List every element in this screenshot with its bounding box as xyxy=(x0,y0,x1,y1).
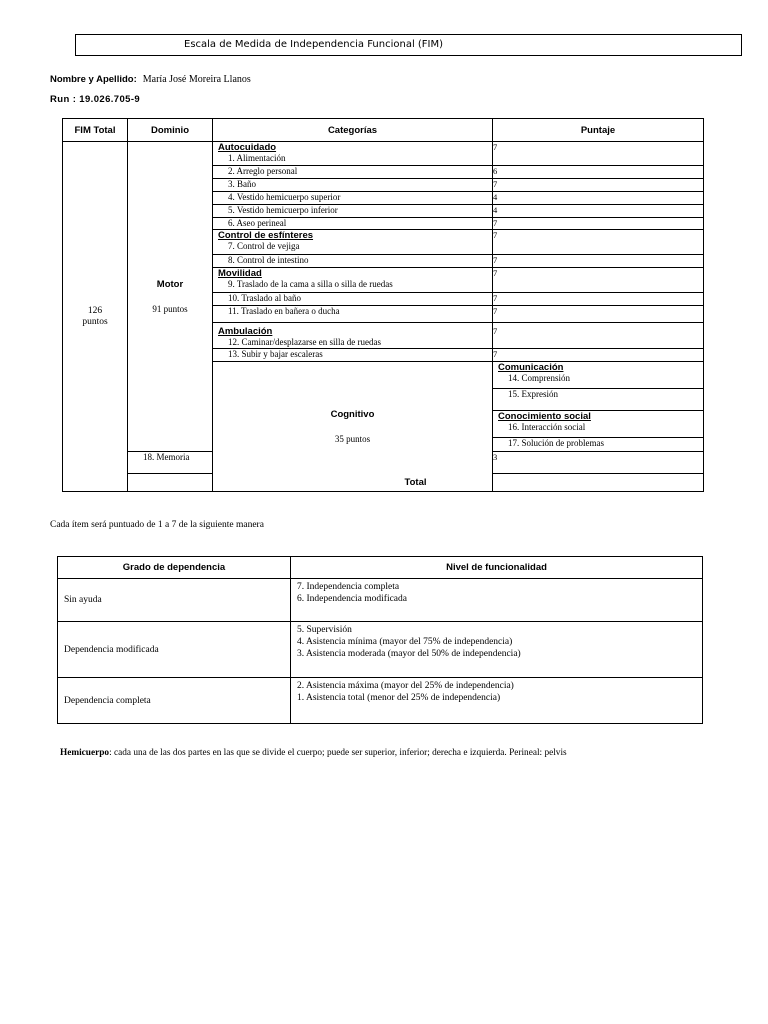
item-label: 7. Control de vejiga xyxy=(228,241,300,251)
level-cell xyxy=(291,622,703,678)
item-score: 7 xyxy=(493,255,704,268)
table-row xyxy=(63,142,704,166)
category-cell xyxy=(213,230,493,255)
item-score: 6 xyxy=(493,166,704,179)
item-label: 15. Expresión xyxy=(493,389,704,411)
item-score: 7 xyxy=(493,230,704,255)
footnote-term-hemicuerpo: Hemicuerpo xyxy=(60,748,110,758)
category-cell xyxy=(493,411,704,438)
item-label: 5. Vestido hemicuerpo inferior xyxy=(213,205,493,218)
item-label: 2. Arreglo personal xyxy=(213,166,493,179)
fim-table-header xyxy=(63,119,704,142)
header-dominio: Dominio xyxy=(128,119,213,142)
item-label: 8. Control de intestino xyxy=(213,255,493,268)
category-cell xyxy=(213,323,493,349)
item-label: 10. Traslado al baño xyxy=(213,293,493,306)
category-cell xyxy=(213,142,493,166)
grade-label: Dependencia modificada xyxy=(58,622,291,678)
level-line: 7. Independencia completa xyxy=(297,582,400,592)
header-puntaje: Puntaje xyxy=(493,119,704,142)
item-score: 4 xyxy=(493,192,704,205)
footnote xyxy=(60,748,567,758)
item-score: 4 xyxy=(493,205,704,218)
fim-table xyxy=(62,118,704,492)
item-label: 6. Aseo perineal xyxy=(213,218,493,230)
group-comunicacion: Comunicación xyxy=(498,362,564,373)
grade-row xyxy=(58,622,703,678)
fim-total-value: 126 xyxy=(87,305,103,316)
item-score: 7 xyxy=(493,268,704,293)
grade-label: Dependencia completa xyxy=(58,678,291,724)
item-score: 3 xyxy=(493,452,704,474)
group-esfinteres: Control de esfínteres xyxy=(218,230,314,241)
category-cell xyxy=(493,362,704,389)
grade-row xyxy=(58,579,703,622)
item-score: 7 xyxy=(493,293,704,306)
header-fim-total: FIM Total xyxy=(63,119,128,142)
category-cell xyxy=(213,268,493,293)
total-row xyxy=(63,474,704,492)
header-grado: Grado de dependencia xyxy=(58,557,291,579)
document-title: Escala de Medida de Independencia Funcional (FIM) xyxy=(75,34,742,56)
item-label: 17. Solución de problemas xyxy=(493,438,704,452)
group-ambulacion: Ambulación xyxy=(218,326,273,337)
level-line: 1. Asistencia total (menor del 25% de independencia) xyxy=(297,693,501,703)
level-cell xyxy=(291,579,703,622)
item-score: 7 xyxy=(493,218,704,230)
domain-motor xyxy=(128,142,213,452)
patient-run: Run : 19.026.705-9 xyxy=(50,94,141,105)
header-categorias: Categorías xyxy=(213,119,493,142)
level-line: 3. Asistencia moderada (mayor del 50% de independencia) xyxy=(297,649,521,659)
item-label: 9. Traslado de la cama a silla o silla de ruedas xyxy=(228,279,393,289)
item-score: 7 xyxy=(493,142,704,166)
item-score: 7 xyxy=(493,179,704,192)
header-nivel: Nivel de funcionalidad xyxy=(291,557,703,579)
fim-total-cell xyxy=(63,142,128,492)
group-autocuidado: Autocuidado xyxy=(218,142,277,153)
item-label: 14. Comprensión xyxy=(508,373,570,383)
domain-cognitive-name: Cognitivo xyxy=(330,409,375,420)
item-label: 13. Subir y bajar escaleras xyxy=(213,349,493,362)
domain-motor-points: 91 puntos xyxy=(152,304,188,314)
item-label: 3. Baño xyxy=(213,179,493,192)
item-label: 16. Interacción social xyxy=(508,422,586,432)
name-label: Nombre y Apellido: xyxy=(50,74,137,85)
group-movilidad: Movilidad xyxy=(218,268,262,279)
level-line: 2. Asistencia máxima (mayor del 25% de independencia) xyxy=(297,681,514,691)
item-score: 7 xyxy=(493,306,704,323)
grade-table xyxy=(57,556,703,724)
item-score: 7 xyxy=(493,349,704,362)
item-label: 1. Alimentación xyxy=(228,153,286,163)
domain-motor-name: Motor xyxy=(156,279,184,290)
grade-row xyxy=(58,678,703,724)
footnote-term-perineal: Perineal xyxy=(509,748,540,758)
fim-total-unit: puntos xyxy=(82,316,108,327)
footnote-def-hemicuerpo: : cada una de las dos partes en las que se divide el cuerpo; puede ser superior, inferior; derecha e izquierda. xyxy=(109,748,510,758)
grade-label: Sin ayuda xyxy=(58,579,291,622)
item-label: 11. Traslado en bañera o ducha xyxy=(213,306,493,323)
patient-name-line xyxy=(50,74,251,85)
item-label: 18. Memoria xyxy=(128,452,213,474)
intro-text: Cada ítem será puntuado de 1 a 7 de la siguiente manera xyxy=(50,520,264,530)
level-line: 5. Supervisión xyxy=(297,625,352,635)
item-label: 12. Caminar/desplazarse en silla de ruedas xyxy=(228,337,381,347)
patient-name: María José Moreira Llanos xyxy=(142,74,251,85)
level-cell xyxy=(291,678,703,724)
domain-cognitive-points: 35 puntos xyxy=(334,434,371,444)
level-line: 6. Independencia modificada xyxy=(297,594,407,604)
level-line: 4. Asistencia mínima (mayor del 75% de independencia) xyxy=(297,637,513,647)
item-score: 7 xyxy=(493,323,704,349)
grade-table-header xyxy=(58,557,703,579)
group-social: Conocimiento social xyxy=(498,411,591,422)
total-label: Total xyxy=(128,474,704,492)
domain-cognitive xyxy=(213,362,493,492)
footnote-def-perineal: : pelvis xyxy=(539,748,567,758)
item-label: 4. Vestido hemicuerpo superior xyxy=(213,192,493,205)
